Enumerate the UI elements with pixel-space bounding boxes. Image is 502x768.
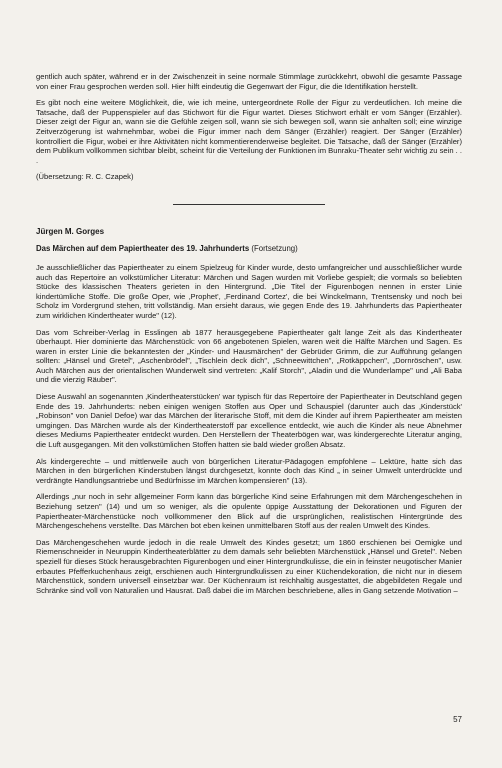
section-divider (173, 204, 325, 205)
article-section (36, 227, 462, 595)
article-author: Jürgen M. Gorges (36, 226, 105, 236)
body-paragraph: gentlich auch später, während er in der Zwischenzeit in seine normale Stimmlage zurückkehrt, obwohl die gesamte Passage von einer Frau gesprochen werden soll. Hier hilft eindeutig die Gegenwart der Figur, die die Identifikation herstellt. (36, 72, 462, 91)
page-number: 57 (453, 715, 462, 724)
article-title-suffix: (Fortsetzung) (249, 243, 298, 253)
article-title: Das Märchen auf dem Papiertheater des 19. Jahrhunderts (36, 243, 250, 253)
body-paragraph: Diese Auswahl an sogenannten ‚Kindertheaterstücken' war typisch für das Repertoire der Papiertheater in Deutschland gegen Ende des 19. Jahrhunderts: neben einigen wenigen Stoffen aus Oper und Schauspiel (darunter auch das ‚Kinderstück' „Robinson" von Daniel Defoe) war das Märchen der literarische Stoff, mit dem die Kinder auf ihrem Papiertheater am meisten umgingen. Das Märchen wurde als der Kindertheaterstoff par excellence entdeckt, wie auch die Kinder als neue Abnehmer dieses Mediums Papiertheater entdeckt wurden. Den Herstellern der Theaterbögen war, was kindergerechte Literatur anging, die Luft ausgegangen. Mit den volkstümlichen Stoffen hatten sie bald wieder großen Absatz. (36, 392, 462, 450)
previous-article-section (36, 72, 462, 182)
body-paragraph: Es gibt noch eine weitere Möglichkeit, die, wie ich meine, untergeordnete Rolle der Figur zu verdeutlichen. Ich meine die Tatsache, daß der Puppenspieler auf das Stichwort für die Figur wartet. Dieses Stichwort erhält er vom Sänger (Erzähler). Dieser zeigt der Figur an, wann sie die Gefühle zeigen soll, wann sie sich bewegen soll, wann sie anhalten soll; eine winzige Zeitverzögerung ist wahrnehmbar, wobei die Figur immer nach dem Sänger (Erzähler) reagiert. Der Sänger (Erzähler) kontrolliert die Figur, wobei er ihre Aktivitäten nicht kommentierenderweise begleitet. Die Tatsache, daß der Sänger (Erzähler) dem Publikum vollkommen sichtbar bleibt, scheint für die Verteilung der Funktionen im Bunraku-Theater sehr wichtig zu sein . . . (36, 98, 462, 165)
body-paragraph: Das vom Schreiber-Verlag in Esslingen ab 1877 herausgegebene Papiertheater galt lange Zeit als das Kindertheater überhaupt. Hier dominierte das Märchenstück: von 66 angebotenen Spielen, waren weit die Hälfte Märchen und Sagen. Es waren in erster Linie die bekanntesten der „Kinder- und Hausmärchen" der Gebrüder Grimm, die zur Aufführung gelangen sollten: „Hänsel und Gretel", „Aschenbrödel", „Tischlein deck dich", „Schneewittchen", „Rotkäppchen", „Dornröschen", usw. Auch Märchen aus der orientalischen Wunderwelt sind vertreten: „Kalif Storch", „Aladin und die Wunderlampe" und „Ali Baba und die vierzig Räuber". (36, 327, 462, 385)
body-paragraph: Je ausschließlicher das Papiertheater zu einem Spielzeug für Kinder wurde, desto umfangreicher und ausschließlicher wurde auch das Repertoire an volkstümlicher Literatur: Märchen und Sagen wurden mit Vorliebe gespielt; die vormals so beliebten Stücke des klassischen Theaters gerieten in den Hintergrund. „Die Titel der Figurenbogen nennen in erster Linie kindertümliche Stoffe. Die große Oper, wie ‚Prophet', ‚Ferdinand Cortez', die bei Winckelmann, Trentsensky und noch bei Scholz im Vordergrund stehen, tritt vollständig. Man ersieht daraus, wie gegen Ende des 19. Jahrhunderts das Papiertheater zum wirklichen Kindertheater wurde" (12). (36, 262, 462, 320)
body-paragraph: Das Märchengeschehen wurde jedoch in die reale Umwelt des Kindes gesetzt; um 1860 erschienen bei Oemigke und Riemenschneider in Neuruppin Kindertheaterblätter zu dem damals sehr beliebten Märchenstück „Hänsel und Gretel". Neben speziell für dieses Stück herausgebrachten Figurenbogen und einer Hintergrundkulisse, die ein in feinster neugotischer Manier erbautes Pfefferkuchenhaus zeigt, erschienen auch Hintergrundkulissen zu einer Küchendekoration, die nicht nur in diesem Märchenstück, sondern universell einsetzbar war. Der Küchenraum ist reichhaltig ausgestattet, die abgebildeten Regale und Schränke sind voll von Naturalien und Hausrat. Daß dabei die im Märchen beschriebene, alles in Gang setzende Motivation – (36, 537, 462, 595)
article-title-line (36, 244, 462, 253)
translation-note: (Übersetzung: R. C. Czapek) (36, 172, 134, 182)
body-paragraph: Allerdings „nur noch in sehr allgemeiner Form kann das bürgerliche Kind seine Erfahrungen mit dem Märchengeschehen in Beziehung setzen" (14) und um so weniger, als die opulente üppige Ausstattung der Dekorationen und Figuren der Papiertheater-Märchenstücke noch vollkommener den Blick auf die ursprünglichen, realistischen Hintergründe des Märchengeschehens verstellte. Das Märchen bot eben keinen unmittelbaren Stoff aus der realen Umwelt des Kindes. (36, 492, 462, 531)
body-paragraph: Als kindergerechte – und mittlerweile auch von bürgerlichen Literatur-Pädagogen empfohlene – Lektüre, hatte sich das Märchen in den bürgerlichen Kinderstuben längst durchgesetzt, konnte doch das Kind „ in seiner Umwelt unterdrückte und verdrängte Handlungsantriebe und Bedürfnisse im Märchen kompensieren" (13). (36, 456, 462, 485)
